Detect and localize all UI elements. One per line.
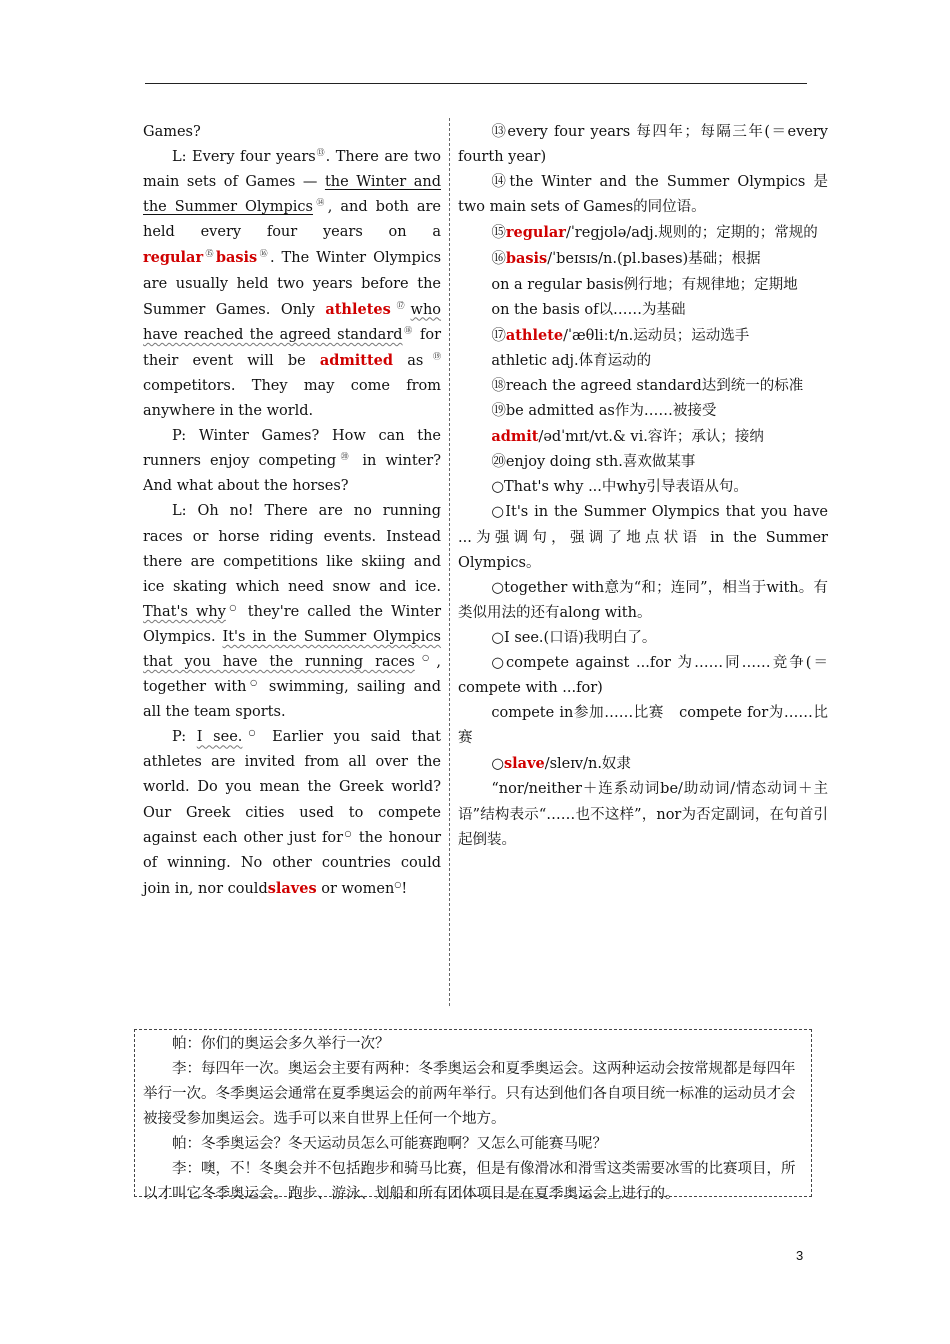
- definition: /ˈregjʊlə/adj.规则的；定期的；常规的: [565, 225, 818, 242]
- wavy-phrase: I see.: [196, 729, 243, 746]
- text: P:: [172, 729, 197, 746]
- note-marker: ⑯: [257, 249, 270, 259]
- wavy-phrase: who have reached the agreed standard: [143, 301, 442, 343]
- note-16-example-2: on the basis of以……为基础: [491, 301, 686, 318]
- text: the honour of winning. No other countries could join in, nor could: [143, 829, 442, 897]
- translation-line: 李：噢，不！冬奥会并不包括跑步和骑马比赛，但是有像滑冰和滑雪这类需要冰雪的比赛项目，所以才叫它冬季奥运会。跑步、游泳、划船和所有团体项目是在夏季奥运会上进行的。: [143, 1161, 796, 1202]
- note-marker: ⑮: [203, 249, 216, 259]
- note-16: [458, 246, 828, 272]
- note-19: ⑲be admitted as作为……被接受: [491, 403, 717, 420]
- note-marker: ○: [242, 728, 262, 738]
- note-23: ○together with意为“和；连同”，相当于with。有类似用法的还有along with。: [458, 579, 828, 621]
- definition: /ˈæθliːt/n.运动员；运动选手: [563, 327, 750, 344]
- definition: /ˈbeɪsɪs/n.(pl.bases)基础；根据: [547, 251, 761, 268]
- underlined-phrase: the Winter and the Summer Olympics: [143, 174, 441, 216]
- note-marker: ⑮: [491, 225, 506, 242]
- vocab-slaves: slaves: [267, 879, 317, 897]
- dialogue-column: [143, 120, 441, 902]
- note-marker: ○: [343, 828, 353, 838]
- note-marker: ⑳: [336, 452, 354, 462]
- text: !: [401, 880, 408, 897]
- text: for their event will be: [143, 326, 442, 369]
- text: , and both are held every four years on a: [143, 199, 441, 241]
- text: , together with: [143, 653, 441, 696]
- dialogue-p2: [143, 145, 441, 424]
- note-14: ⑭the Winter and the Summer Olympics 是two main sets of Games的同位语。: [458, 174, 828, 216]
- vocab-athlete: athlete: [505, 326, 564, 344]
- notes-column: [458, 120, 828, 853]
- note-21: ○That's why ...中why引导表语从句。: [491, 479, 748, 496]
- note-25: ○compete against ...for 为……同……竞争(＝compete with ...for): [458, 654, 828, 697]
- note-13: ⑬every four years 每四年；每隔三年(＝every fourth year): [458, 124, 828, 166]
- vocab-basis: basis: [505, 250, 548, 268]
- note-18: ⑱reach the agreed standard达到统一的标准: [491, 377, 804, 394]
- text: in winter? And what about the horses?: [143, 453, 441, 495]
- text: P: Winter Games? How can the runners enjoy competing: [143, 428, 441, 470]
- text: or women: [316, 880, 395, 897]
- note-marker: ○: [394, 879, 402, 889]
- dialogue-p3: [143, 424, 441, 499]
- wavy-phrase: That's why: [143, 603, 226, 620]
- text: competitors. They may come from anywhere in the world.: [143, 377, 441, 420]
- vocab-regular: regular: [143, 249, 204, 267]
- top-rule: [145, 83, 807, 84]
- dialogue-p5: [143, 725, 441, 902]
- note-marker: ⑭: [312, 198, 328, 208]
- note-15: [458, 220, 828, 246]
- vocab-athletes: athletes: [325, 300, 391, 318]
- note-marker: ⑱: [402, 325, 414, 335]
- note-19-word: [458, 424, 828, 450]
- dialogue-p1: Games?: [143, 124, 201, 140]
- note-26: [458, 751, 828, 777]
- vocab-regular: regular: [505, 224, 566, 242]
- note-marker: ⑯: [491, 251, 506, 268]
- wavy-phrase: It's in the Summer Olympics that you have the running races: [143, 628, 442, 670]
- text: . There are two main sets of Games —: [143, 149, 441, 191]
- text: . The Winter Olympics are usually held two years before the Summer Games. Only: [143, 250, 442, 318]
- text: L: Every four years: [172, 149, 316, 166]
- note-22: ○It's in the Summer Olympics that you have ...为强调句，强调了地点状语 in the Summer Olympics。: [458, 504, 828, 571]
- vocab-basis: basis: [215, 249, 258, 267]
- note-17-example: athletic adj.体育运动的: [491, 352, 652, 369]
- note-marker: ⑰: [390, 300, 411, 310]
- text: they're called the Winter Olympics.: [143, 603, 441, 645]
- note-marker: ⑰: [491, 327, 506, 344]
- note-20: ⑳enjoy doing sth.喜欢做某事: [491, 454, 696, 471]
- translation-box: [134, 1029, 812, 1202]
- column-divider: [449, 118, 450, 1006]
- note-25-example: compete in参加……比赛 compete for为……比赛: [458, 705, 828, 747]
- translation-line: 帕：冬季奥运会？冬天运动员怎么可能赛跑啊？又怎么可能赛马呢？: [172, 1136, 607, 1152]
- text: as: [393, 352, 424, 369]
- translation-line: 李：每四年一次。奥运会主要有两种：冬季奥运会和夏季奥运会。这两种运动会按常规都是每四年举行一次。冬季奥运会通常在夏季奥运会的前两年举行。只有达到他们各自项目统一标准的运动员才会被接受参加奥运会。选手可以来自世界上任何一个地方。: [143, 1061, 796, 1127]
- text: L: Oh no! There are no running races or horse riding events. Instead there are competitions like skiing and ice skating which need snow and ice.: [143, 503, 441, 595]
- note-17: [458, 323, 828, 349]
- vocab-slave: slave: [504, 755, 545, 773]
- page-number: 3: [796, 1248, 804, 1263]
- note-marker: ⑬: [315, 148, 326, 158]
- note-marker: ⑲: [423, 352, 441, 362]
- note-16-example-1: on a regular basis例行地；有规律地；定期地: [491, 276, 798, 293]
- note-marker: ○: [414, 653, 437, 663]
- note-24: ○I see.(口语)我明白了。: [491, 629, 657, 646]
- note-27: “nor/neither＋连系动词be/助动词/情态动词＋主语”结构表示“……也不这样”，nor为否定副词，在句首引起倒装。: [458, 781, 828, 848]
- definition: /ədˈmɪt/vt.& vi.容许；承认；接纳: [538, 429, 764, 446]
- vocab-admit: admit: [491, 428, 539, 446]
- text: swimming, sailing and all the team sports.: [143, 679, 441, 721]
- vocab-admitted: admitted: [319, 351, 394, 369]
- note-marker: ○: [491, 756, 504, 773]
- text: Earlier you said that athletes are invited from all over the world. Do you mean the Greek world? Our Greek cities used to compete against each other just for: [143, 729, 441, 846]
- translation-line: 帕：你们的奥运会多久举行一次？: [172, 1036, 390, 1052]
- note-marker: ○: [246, 678, 261, 688]
- dialogue-p4: [143, 499, 441, 725]
- note-marker: ○: [225, 602, 240, 612]
- definition: /sleɪv/n.奴隶: [544, 756, 631, 773]
